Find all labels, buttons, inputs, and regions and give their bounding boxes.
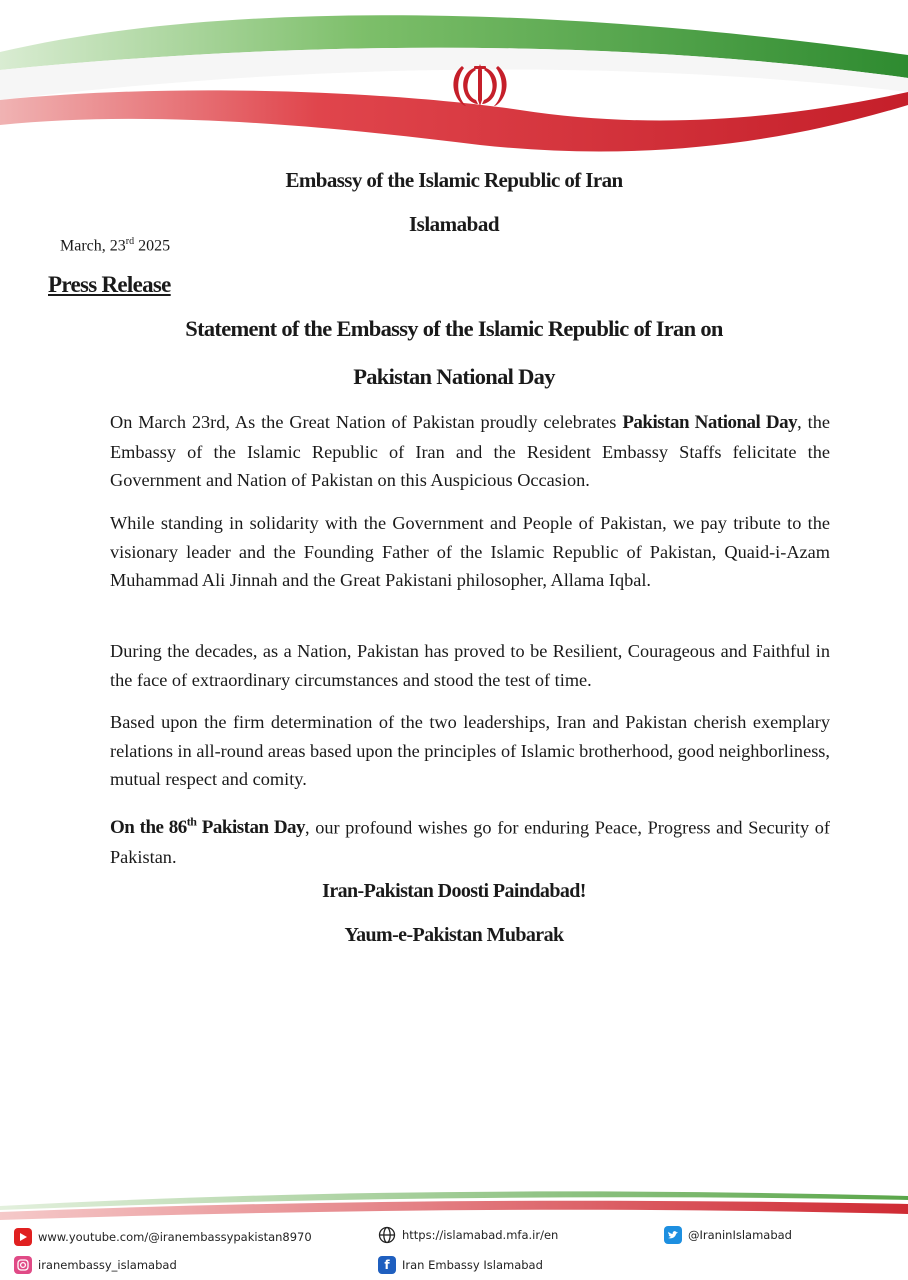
instagram-handle: iranembassy_islamabad: [38, 1258, 177, 1272]
date-year: 2025: [134, 237, 171, 255]
facebook-icon: f: [378, 1256, 396, 1274]
footer-flag-swoosh: [0, 1186, 908, 1226]
paragraph-5-rest: , our profound wishes go for enduring Peace, Progress and Security of Pakistan.: [110, 817, 830, 867]
facebook-page: Iran Embassy Islamabad: [402, 1258, 543, 1272]
statement-title-line1: Statement of the Embassy of the Islamic Republic of Iran on: [185, 316, 723, 341]
footer-instagram-link[interactable]: [14, 1256, 177, 1274]
paragraph-5-bold-a: [110, 817, 305, 838]
twitter-handle: @IraninIslamabad: [688, 1228, 792, 1242]
paragraph-5-bold-text: On the 86: [110, 817, 187, 839]
youtube-url: www.youtube.com/@iranembassypakistan8970: [38, 1230, 312, 1244]
embassy-name: Embassy of the Islamic Republic of Iran: [285, 168, 623, 192]
globe-icon: [378, 1226, 396, 1244]
instagram-icon: [14, 1256, 32, 1274]
footer-facebook-link[interactable]: [378, 1256, 543, 1274]
paragraph-5: [110, 808, 830, 871]
date-day: March, 23: [60, 237, 126, 255]
press-release-heading: Press Release: [48, 272, 171, 297]
paragraph-1-bold: Pakistan National Day: [622, 412, 798, 433]
paragraph-1: [110, 408, 830, 495]
website-url: https://islamabad.mfa.ir/en: [402, 1228, 559, 1242]
youtube-icon: [14, 1228, 32, 1246]
closing-line-1: Iran-Pakistan Doosti Paindabad!: [322, 880, 586, 902]
iran-emblem-logo: [448, 60, 512, 110]
paragraph-5-ordinal: th: [186, 815, 197, 829]
footer-youtube-link[interactable]: [14, 1228, 312, 1246]
twitter-bird-icon: [664, 1226, 682, 1244]
date-ordinal: rd: [125, 236, 135, 247]
closing-line-2: Yaum-e-Pakistan Mubarak: [344, 924, 564, 946]
paragraph-3: During the decades, as a Nation, Pakistan has proved to be Resilient, Courageous and Faithful in the face of extraordinary circumstances and stood the test of time.: [110, 641, 830, 690]
statement-title-line2: Pakistan National Day: [353, 364, 555, 389]
footer-twitter-link[interactable]: [664, 1226, 792, 1244]
paragraph-4: Based upon the firm determination of the two leaderships, Iran and Pakistan cherish exemplary relations in all-round areas based upon the principles of Islamic brotherhood, good neighborliness, mutual respect and comity.: [110, 712, 830, 789]
paragraph-2: While standing in solidarity with the Government and People of Pakistan, we pay tribute to the visionary leader and the Founding Father of the Islamic Republic of Pakistan, Quaid-i-Azam Muhammad Ali Jinnah and the Great Pakistani philosopher, Allama Iqbal.: [110, 513, 830, 590]
release-date: [60, 236, 170, 255]
paragraph-1-text-b: , the Embassy of the Islamic Republic of Iran and the Resident Embassy Staffs felicitate the Government and Nation of Pakistan on this Auspicious Occasion.: [110, 412, 830, 490]
paragraph-1-text-a: On March 23rd, As the Great Nation of Pakistan proudly celebrates: [110, 412, 623, 432]
city-name: Islamabad: [408, 212, 500, 236]
footer-website-link[interactable]: [378, 1226, 558, 1244]
paragraph-5-bold-text-b: Pakistan Day: [196, 817, 306, 839]
